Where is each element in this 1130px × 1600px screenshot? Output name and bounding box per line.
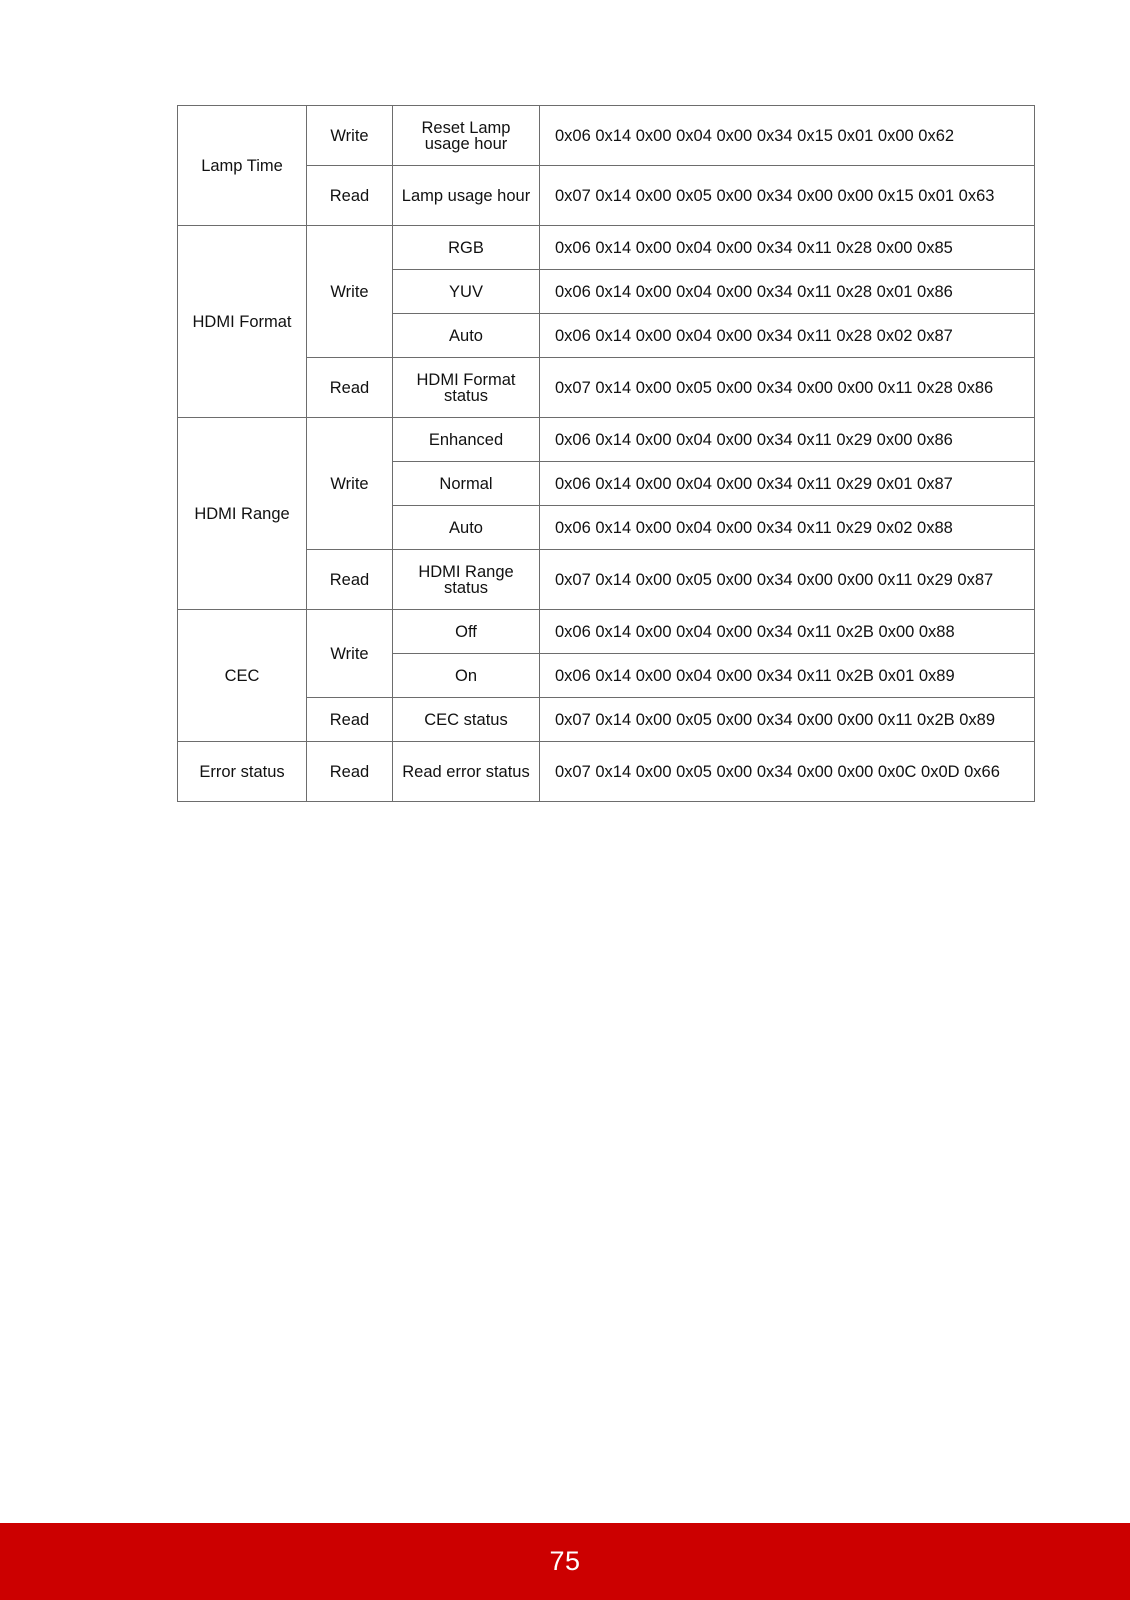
code-cell: 0x06 0x14 0x00 0x04 0x00 0x34 0x11 0x28 0x00 0x85 (540, 226, 1035, 270)
table-row (178, 106, 1035, 166)
item-cell: HDMI Format status (393, 358, 540, 418)
code-cell: 0x06 0x14 0x00 0x04 0x00 0x34 0x11 0x29 0x02 0x88 (540, 506, 1035, 550)
table-row (178, 698, 1035, 742)
function-cell-cec: CEC (178, 610, 307, 742)
item-cell: Normal (393, 462, 540, 506)
table-row (178, 358, 1035, 418)
item-cell: On (393, 654, 540, 698)
action-cell: Read (307, 166, 393, 226)
function-cell-lamp-time: Lamp Time (178, 106, 307, 226)
function-cell-error-status: Error status (178, 742, 307, 802)
code-cell: 0x06 0x14 0x00 0x04 0x00 0x34 0x11 0x28 0x01 0x86 (540, 270, 1035, 314)
code-cell: 0x07 0x14 0x00 0x05 0x00 0x34 0x00 0x00 0x11 0x2B 0x89 (540, 698, 1035, 742)
action-cell: Write (307, 610, 393, 698)
function-cell-hdmi-range: HDMI Range (178, 418, 307, 610)
page-number: 75 (549, 1546, 581, 1576)
code-cell: 0x07 0x14 0x00 0x05 0x00 0x34 0x00 0x00 0x11 0x28 0x86 (540, 358, 1035, 418)
code-cell: 0x07 0x14 0x00 0x05 0x00 0x34 0x00 0x00 0x15 0x01 0x63 (540, 166, 1035, 226)
item-cell: Read error status (393, 742, 540, 802)
table-row (178, 550, 1035, 610)
action-cell: Read (307, 698, 393, 742)
page-footer (0, 1523, 1130, 1600)
code-cell: 0x06 0x14 0x00 0x04 0x00 0x34 0x11 0x29 0x01 0x87 (540, 462, 1035, 506)
item-cell: Enhanced (393, 418, 540, 462)
code-cell: 0x07 0x14 0x00 0x05 0x00 0x34 0x00 0x00 0x11 0x29 0x87 (540, 550, 1035, 610)
code-cell: 0x06 0x14 0x00 0x04 0x00 0x34 0x11 0x2B 0x01 0x89 (540, 654, 1035, 698)
table-row (178, 226, 1035, 270)
item-cell: Auto (393, 506, 540, 550)
item-cell: Reset Lamp usage hour (393, 106, 540, 166)
action-cell: Read (307, 550, 393, 610)
code-cell: 0x06 0x14 0x00 0x04 0x00 0x34 0x11 0x29 0x00 0x86 (540, 418, 1035, 462)
table-row (178, 418, 1035, 462)
item-cell: Off (393, 610, 540, 654)
action-cell: Write (307, 418, 393, 550)
rs232-command-table (177, 105, 1035, 802)
item-cell: YUV (393, 270, 540, 314)
action-cell: Write (307, 106, 393, 166)
item-cell: RGB (393, 226, 540, 270)
item-cell: Lamp usage hour (393, 166, 540, 226)
function-cell-hdmi-format: HDMI Format (178, 226, 307, 418)
item-cell: HDMI Range status (393, 550, 540, 610)
code-cell: 0x06 0x14 0x00 0x04 0x00 0x34 0x11 0x2B 0x00 0x88 (540, 610, 1035, 654)
code-cell: 0x06 0x14 0x00 0x04 0x00 0x34 0x11 0x28 0x02 0x87 (540, 314, 1035, 358)
code-cell: 0x06 0x14 0x00 0x04 0x00 0x34 0x15 0x01 0x00 0x62 (540, 106, 1035, 166)
action-cell: Read (307, 742, 393, 802)
action-cell: Write (307, 226, 393, 358)
code-cell: 0x07 0x14 0x00 0x05 0x00 0x34 0x00 0x00 0x0C 0x0D 0x66 (540, 742, 1035, 802)
item-cell: Auto (393, 314, 540, 358)
table-row (178, 166, 1035, 226)
table-row (178, 742, 1035, 802)
table-row (178, 610, 1035, 654)
item-cell: CEC status (393, 698, 540, 742)
action-cell: Read (307, 358, 393, 418)
